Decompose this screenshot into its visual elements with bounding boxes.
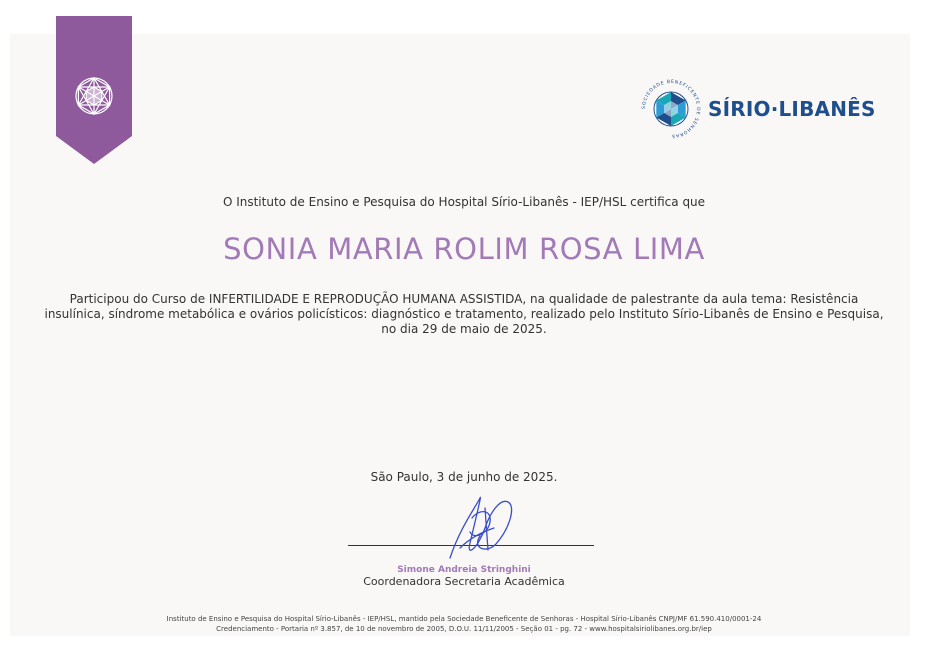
signer-name: Simone Andreia Stringhini bbox=[397, 565, 531, 575]
place-date: São Paulo, 3 de junho de 2025. bbox=[370, 470, 558, 484]
footer bbox=[0, 614, 928, 634]
intro-text: O Instituto de Ensino e Pesquisa do Hospital Sírio-Libanês - IEP/HSL certifica que bbox=[222, 195, 706, 209]
signer-role: Coordenadora Secretaria Acadêmica bbox=[363, 575, 565, 588]
footer-line-2: Credenciamento - Portaria nº 3.857, de 10 de novembro de 2005, D.O.U. 11/11/2005 - Seção 01 - pg. 72 - www.hospitalsiriolibanes.org.br/iep bbox=[216, 625, 712, 633]
svg-text:SOCIEDADE BENEFICENTE DE SENHO: SOCIEDADE BENEFICENTE DE SENHORAS bbox=[641, 79, 701, 139]
ribbon-badge bbox=[56, 16, 132, 164]
footer-line-1: Instituto de Ensino e Pesquisa do Hospital Sírio-Libanês - IEP/HSL, mantido pela Sociedade Beneficente de Senhoras - Hospital Sírio-Libanês CNPJ/MF 61.590.410/0001-24 bbox=[166, 615, 762, 623]
handwritten-signature bbox=[430, 488, 530, 570]
sirio-libanes-logo bbox=[640, 78, 876, 140]
logo-emblem-icon bbox=[640, 78, 702, 140]
logo-text: SÍRIO·LIBANÊS bbox=[708, 97, 876, 121]
recipient-name: SONIA MARIA ROLIM ROSA LIMA bbox=[223, 232, 705, 266]
certificate-body: Participou do Curso de INFERTILIDADE E REPRODUÇÃO HUMANA ASSISTIDA, na qualidade de palestrante da aula tema: Resistência insulínica, síndrome metabólica e ovários policísticos: diagnóstico e tratamento, realizado pelo Instituto Sírio-Libanês de Ensino e Pesquisa, no dia 29 de maio de 2025. bbox=[44, 292, 884, 336]
